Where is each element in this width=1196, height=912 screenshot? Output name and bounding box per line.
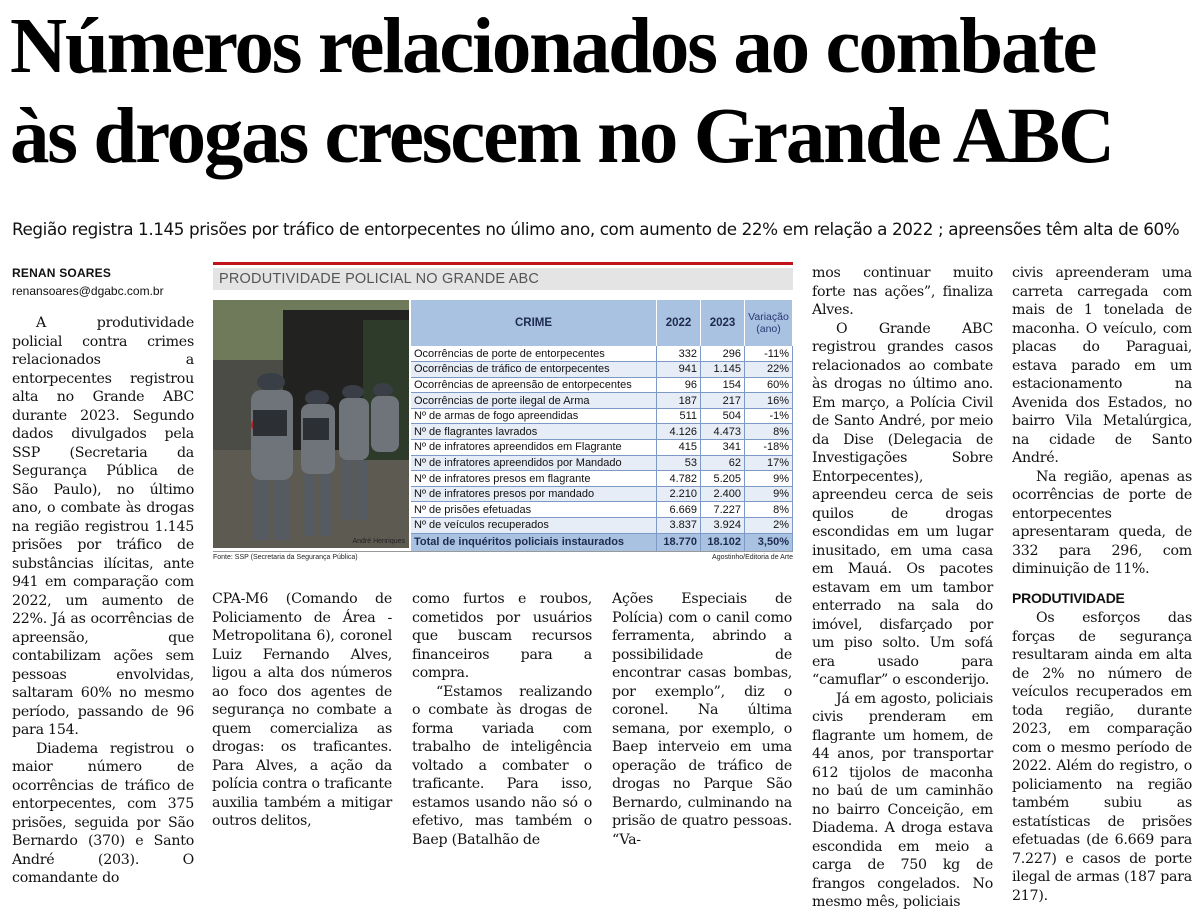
- row-2022: 96: [657, 377, 701, 393]
- paragraph: O Grande ABC registrou grandes casos relacionados ao combate às drogas no último ano. Em março, a Polícia Civil de Santo André, por meio da Dise (Delegacia de Investigações Sobre Entorpecentes), apreendeu cerca de seis quilos de drogas escondidas em um lugar inusitado, em uma casa em Mauá. Os pacotes estavam em um tambor enterrado na sala do imóvel, disfarçado por um piso solto. Um sofá era usado para “camuflar” o esconderijo.: [812, 320, 993, 688]
- table-row: [411, 362, 793, 378]
- subheadline: Região registra 1.145 prisões por tráfico de entorpecentes no úlimo ano, com aumento de 22% em relação a 2022 ; apreensões têm alta de 60%: [12, 219, 1180, 239]
- row-crime: Nº de infratores presos em flagrante: [411, 471, 657, 487]
- infographic-title: PRODUTIVIDADE POLICIAL NO GRANDE ABC: [213, 268, 793, 290]
- table-header-row: [411, 300, 793, 346]
- row-2023: 504: [701, 408, 745, 424]
- row-crime: Ocorrências de apreensão de entorpecentes: [411, 377, 657, 393]
- table-total-row: [411, 533, 793, 551]
- total-2022: 18.770: [657, 533, 701, 551]
- police-photo-illustration: [213, 300, 409, 548]
- row-2022: 4.126: [657, 424, 701, 440]
- table-row: [411, 346, 793, 362]
- row-2022: 6.669: [657, 502, 701, 518]
- row-crime: Nº de infratores presos por mandado: [411, 486, 657, 502]
- art-credit: Agostinho/Editoria de Arte: [712, 554, 793, 561]
- source-text: Fonte: SSP (Secretaria da Segurança Pública): [213, 554, 358, 561]
- author-email[interactable]: renansoares@dgabc.com.br: [12, 284, 164, 298]
- row-2023: 1.145: [701, 362, 745, 378]
- article-column-2: [212, 590, 392, 831]
- row-2023: 341: [701, 440, 745, 456]
- row-2022: 4.782: [657, 471, 701, 487]
- row-variation: 2%: [745, 518, 793, 534]
- infographic-top-rule: [213, 262, 793, 265]
- row-2023: 4.473: [701, 424, 745, 440]
- row-crime: Ocorrências de porte ilegal de Arma: [411, 393, 657, 409]
- article-column-3: [412, 590, 592, 849]
- row-variation: 9%: [745, 471, 793, 487]
- infographic: [213, 262, 793, 564]
- row-2022: 511: [657, 408, 701, 424]
- paragraph: “Estamos realizando o combate às drogas de forma variada com trabalho de inteligência voltado a combater o traficante. Para isso, estamos usando não só o efetivo, mas também o Baep (Batalhão de: [412, 683, 592, 848]
- row-2023: 217: [701, 393, 745, 409]
- row-2023: 5.205: [701, 471, 745, 487]
- table-row: [411, 424, 793, 440]
- article-column-6: [1012, 264, 1192, 905]
- row-variation: 16%: [745, 393, 793, 409]
- row-variation: 17%: [745, 455, 793, 471]
- headline-line-1: Números relacionados ao combate: [10, 3, 1096, 90]
- total-2023: 18.102: [701, 533, 745, 551]
- row-crime: Nº de flagrantes lavrados: [411, 424, 657, 440]
- row-2023: 7.227: [701, 502, 745, 518]
- table-row: [411, 440, 793, 456]
- header-2022: 2022: [657, 300, 701, 346]
- photo-credit: André Henriques: [352, 538, 405, 545]
- row-2023: 3.924: [701, 518, 745, 534]
- table-row: [411, 486, 793, 502]
- header-2023: 2023: [701, 300, 745, 346]
- row-2022: 53: [657, 455, 701, 471]
- byline: [12, 266, 164, 298]
- table-row: [411, 471, 793, 487]
- row-2022: 941: [657, 362, 701, 378]
- row-variation: 22%: [745, 362, 793, 378]
- paragraph: Na região, apenas as ocorrências de porte de entorpecentes apresentaram queda, de 332 para 296, com diminuição de 11%.: [1012, 468, 1192, 577]
- row-crime: Ocorrências de tráfico de entorpecentes: [411, 362, 657, 378]
- row-crime: Ocorrências de porte de entorpecentes: [411, 346, 657, 362]
- productivity-table: [411, 300, 793, 552]
- row-2023: 296: [701, 346, 745, 362]
- table-body: [411, 346, 793, 551]
- row-2022: 415: [657, 440, 701, 456]
- paragraph: como furtos e roubos, cometidos por usuários que buscam recursos financeiros para a compra.: [412, 591, 592, 681]
- table-row: [411, 502, 793, 518]
- row-crime: Nº de armas de fogo apreendidas: [411, 408, 657, 424]
- table-row: [411, 408, 793, 424]
- row-variation: 60%: [745, 377, 793, 393]
- paragraph: Já em agosto, policiais civis prenderam em flagrante um homem, de 44 anos, por transportar 612 tijolos de maconha no baú de um caminhão no bairro Conceição, em Diadema. A droga estava escondida em meio a carga de 750 kg de frangos congelados. No mesmo mês, policiais: [812, 690, 993, 910]
- table-row: [411, 377, 793, 393]
- row-variation: -11%: [745, 346, 793, 362]
- header-crime: CRIME: [411, 300, 657, 346]
- row-2022: 2.210: [657, 486, 701, 502]
- police-photo: [213, 300, 409, 548]
- article-column-5: [812, 264, 993, 912]
- author-name: RENAN SOARES: [12, 266, 112, 280]
- paragraph: Os esforços das forças de segurança resultaram ainda em alta de 2% no número de veículos recuperados em toda região, durante 2023, em comparação com o mesmo período de 2022. Além do registro, o policiamento na região também subiu as estatísticas de prisões efetuadas (de 6.669 para 7.227) e casos de porte ilegal de armas (187 para 217).: [1012, 610, 1192, 904]
- row-crime: Nº de infratores apreendidos em Flagrante: [411, 440, 657, 456]
- row-2023: 2.400: [701, 486, 745, 502]
- row-2023: 154: [701, 377, 745, 393]
- table-row: [411, 518, 793, 534]
- paragraph: mos continuar muito forte nas ações”, finaliza Alves.: [812, 265, 993, 318]
- total-label: Total de inquéritos policiais instaurados: [411, 533, 657, 551]
- table-row: [411, 393, 793, 409]
- row-variation: -18%: [745, 440, 793, 456]
- row-variation: -1%: [745, 408, 793, 424]
- table-row: [411, 455, 793, 471]
- row-crime: Nº de prisões efetuadas: [411, 502, 657, 518]
- paragraph: Diadema registrou o maior número de ocorrências de tráfico de entorpecentes, com 375 prisões, seguida por São Bernardo (370) e Santo André (203). O comandante do: [12, 740, 194, 886]
- row-variation: 9%: [745, 486, 793, 502]
- row-variation: 8%: [745, 502, 793, 518]
- row-2022: 332: [657, 346, 701, 362]
- row-2023: 62: [701, 455, 745, 471]
- row-crime: Nº de infratores apreendidos por Mandado: [411, 455, 657, 471]
- paragraph: civis apreenderam uma carreta carregada com mais de 1 tonelada de maconha. O veículo, com placas do Paraguai, estava parado em um estacionamento na Avenida dos Estados, no bairro Vila Metalúrgica, na cidade de Santo André.: [1012, 265, 1192, 466]
- headline: [10, 2, 1190, 182]
- row-2022: 187: [657, 393, 701, 409]
- paragraph: CPA-M6 (Comando de Policiamento de Área - Metropolitana 6), coronel Luiz Fernando Alves, ligou a alta dos números ao foco dos agentes de segurança no combate a quem comercializa as drogas: os traficantes. Para Alves, a ação da polícia contra o traficante auxilia também a mitigar outros delitos,: [212, 591, 392, 829]
- paragraph: A produtividade policial contra crimes relacionados a entorpecentes registrou alta no Grande ABC durante 2023. Segundo dados divulgados pela SSP (Secretaria da Segurança Pública de São Paulo), no último ano, o combate às drogas na região registrou 1.145 prisões por tráfico de substâncias ilícitas, ante 941 em comparação com 2022, um aumento de 22%. Já as ocorrências de apreensão, que contabilizam ações sem pessoas envolvidas, saltaram 60% no mesmo período, passando de 96 para 154.: [12, 315, 194, 738]
- headline-line-2: às drogas crescem no Grande ABC: [10, 93, 1113, 180]
- header-variation: Variação (ano): [745, 300, 793, 346]
- article-column-4: [612, 590, 792, 849]
- paragraph: Ações Especiais de Polícia) com o canil como ferramenta, abrindo a possibilidade de encontrar casas bombas, por exemplo”, diz o coronel. Na última semana, por exemplo, o Baep interveio em uma operação de tráfico de drogas no Parque São Bernardo, culminando na prisão de quatro pessoas. “Va-: [612, 591, 792, 848]
- row-variation: 8%: [745, 424, 793, 440]
- source-line: [213, 551, 793, 561]
- section-heading: PRODUTIVIDADE: [1012, 589, 1125, 606]
- total-variation: 3,50%: [745, 533, 793, 551]
- row-crime: Nº de veículos recuperados: [411, 518, 657, 534]
- article-column-1: [12, 314, 194, 888]
- row-2022: 3.837: [657, 518, 701, 534]
